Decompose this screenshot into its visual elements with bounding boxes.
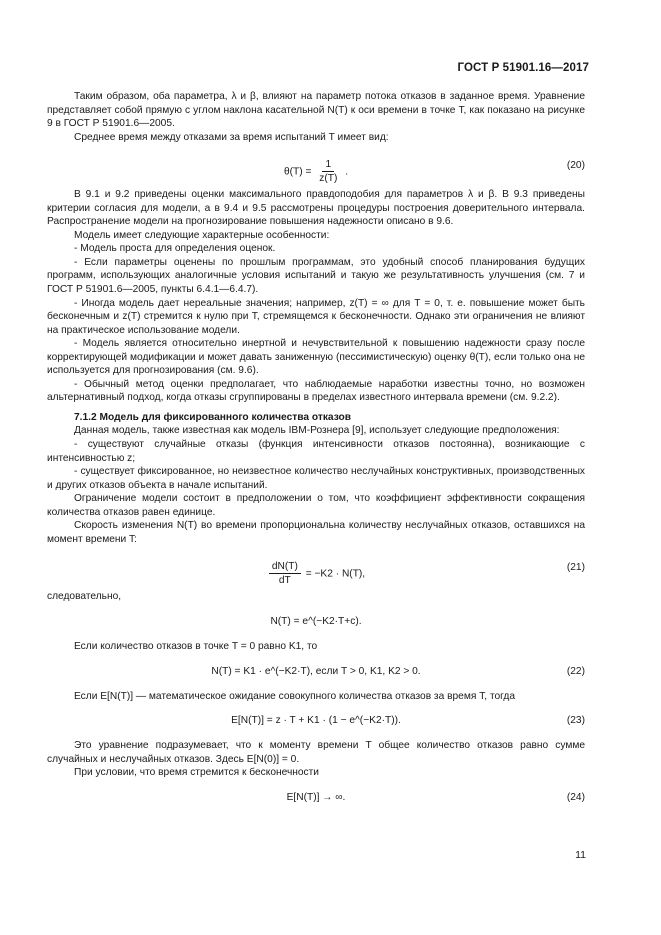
section-heading: 7.1.2 Модель для фиксированного количества отказов [74, 411, 352, 423]
equation-rhs: = −K2 · N(T), [305, 569, 366, 581]
paragraph: В 9.1 и 9.2 приведены оценки максимального правдоподобия для параметров λ и β. В 9.3 приведены критерии согласия для модели, а в 9.4 и 9.5 рассмотрены процедуры построения доверительного интервала. Распространение модели на прогнозирование повышения надежности описано в 9.6. [47, 189, 585, 228]
equation-body: N(T) = e^(−K2·T+c). [270, 615, 362, 627]
list-item: - существует фиксированное, но неизвестное количество неслучайных конструктивных, производственных и других отказов объекта в начале испытаний. [47, 466, 585, 491]
equation-lhs: θ(T) = [283, 166, 312, 178]
equation-body: N(T) = K1 · e^(−K2·T), если T > 0, K1, K2 > 0. [211, 665, 421, 677]
document-body [47, 90, 585, 816]
fraction [269, 561, 301, 587]
paragraph: Ограничение модели состоит в предположении о том, что коэффициент эффективности сокращения количества отказов равен единице. [47, 493, 585, 518]
equation-22 [47, 662, 585, 682]
paragraph: Данная модель, также известная как модель IBM-Рознера [9], использует следующие предположения: [74, 425, 560, 437]
fraction-numerator: 1 [322, 159, 334, 172]
equation-number: (21) [566, 562, 585, 574]
paragraph: Это уравнение подразумевает, что к моменту времени T общее количество отказов равно сумме случайных и неслучайных отказов. Здесь E[N(0)] = 0. [47, 740, 585, 765]
paragraph: Модель имеет следующие характерные особенности: [74, 229, 330, 241]
paragraph: Среднее время между отказами за время испытаний T имеет вид: [74, 131, 389, 143]
equation-tail: . [345, 166, 349, 178]
paragraph: следовательно, [47, 591, 122, 603]
fraction-denominator: z(T) [319, 173, 338, 185]
equation-number: (22) [566, 665, 585, 677]
fraction-numerator: dN(T) [269, 561, 301, 574]
equation-number: (24) [566, 791, 585, 803]
equation-unnumbered [47, 612, 585, 632]
equation-20 [47, 149, 585, 183]
list-item: - Модель является относительно инертной и нечувствительной к повышению надежности сразу после корректирующей модификации и может давать заниженную (пессимистическую) оценку θ(T), если только она не используется для прогнозирования (см. 9.6). [47, 338, 585, 377]
paragraph: Таким образом, оба параметра, λ и β, влияют на параметр потока отказов в заданное время. Уравнение представляет собой прямую с углом наклона касательной N(T) к оси времени в точке T, как показано на рисунке 9 в ГОСТ Р 51901.6—2005. [47, 91, 585, 130]
list-item: - Модель проста для определения оценок. [74, 243, 276, 255]
equation-number: (20) [566, 160, 585, 172]
equation-number: (23) [566, 715, 585, 727]
paragraph: Если E[N(T)] — математическое ожидание совокупного количества отказов за время T, тогда [74, 690, 516, 702]
paragraph: Скорость изменения N(T) во времени пропорциональна количеству неслучайных отказов, оставшихся на момент времени T: [47, 520, 585, 545]
fraction [316, 159, 340, 185]
document-header: ГОСТ Р 51901.16—2017 [457, 62, 589, 74]
list-item: - существуют случайные отказы (функция интенсивности отказов постоянна), возникающие с интенсивностью z; [47, 439, 585, 464]
list-item: - Обычный метод оценки предполагает, что наблюдаемые наработки известны точно, но возможен альтернативный подход, когда отказы сгруппированы в пределах известного интервала времени (см. 9.2.2). [47, 378, 585, 404]
equation-body: E[N(T)] → ∞. [286, 791, 346, 803]
equation-24 [47, 788, 585, 808]
paragraph: Если количество отказов в точке T = 0 равно K1, то [74, 640, 318, 652]
list-item: - Если параметры оценены по прошлым программам, это удобный способ планирования будущих программ, использующих аналогичные условия испытаний и такую же результативность улучшения (см. 7 и ГОСТ Р 51901.6—2005, пункты 6.4.1—6.4.7). [47, 256, 585, 296]
equation-body: E[N(T)] = z · T + K1 · (1 − e^(−K2·T)). [231, 715, 401, 727]
list-item: - Иногда модель дает нереальные значения; например, z(T) = ∞ для T = 0, т. е. повышение может быть бесконечным и z(T) стремится к нулю при T, стремящемся к бесконечности. Однако эти ограничения не влияют на практическое использование модели. [47, 297, 585, 336]
page-number: 11 [575, 849, 586, 861]
equation-23 [47, 711, 585, 731]
paragraph: При условии, что время стремится к бесконечности [74, 767, 319, 779]
fraction-denominator: dT [278, 575, 291, 587]
equation-21 [47, 551, 585, 585]
